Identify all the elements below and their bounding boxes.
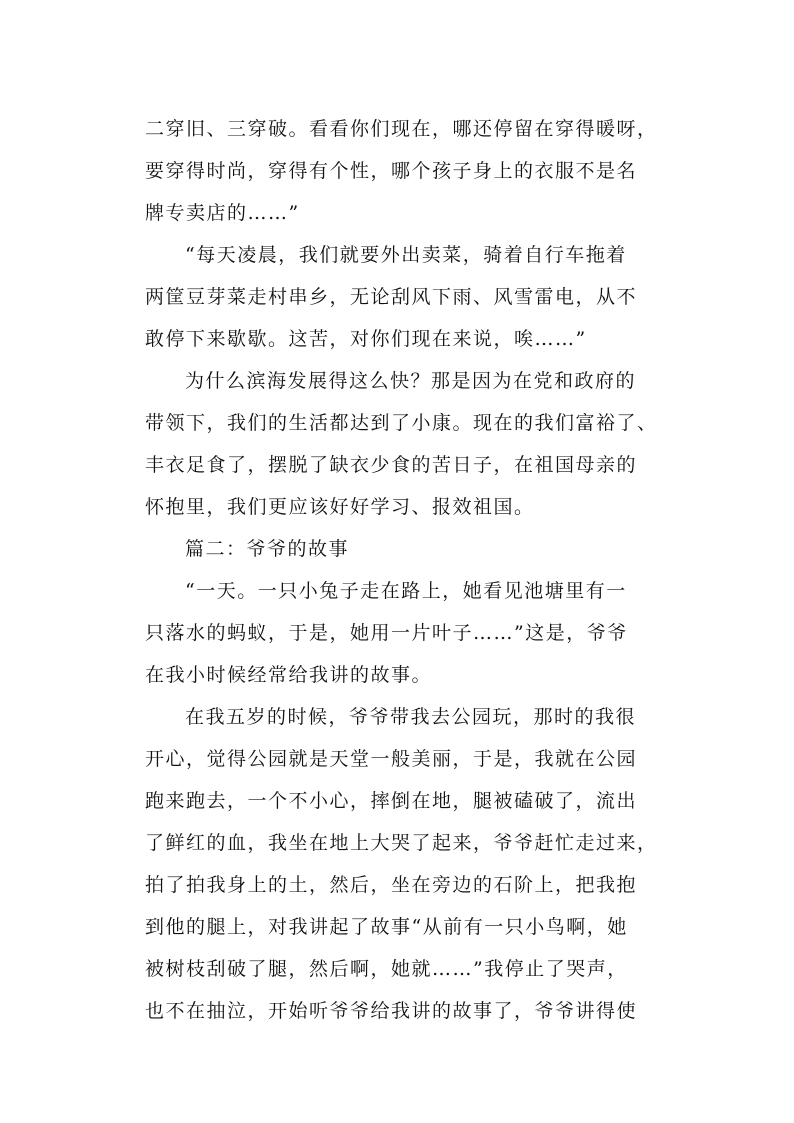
text-line: 到他的腿上，对我讲起了故事“从前有一只小鸟啊，她 [145,916,628,938]
text-line: 要穿得时尚，穿得有个性，哪个孩子身上的衣服不是名 [145,160,638,182]
paragraph [145,360,665,528]
text-line: 两筐豆芽菜走村串乡，无论刮风下雨、风雪雷电，从不 [145,286,638,308]
text-line: 在我小时候经常给我讲的故事。 [145,664,433,686]
paragraph [145,108,665,234]
text-line: 了鲜红的血，我坐在地上大哭了起来，爷爷赶忙走过来， [145,832,658,854]
text-line: 只落水的蚂蚁，于是，她用一片叶子……”这是，爷爷 [145,622,628,644]
text-line: 拍了拍我身上的土，然后，坐在旁边的石阶上，把我抱 [145,874,638,896]
section-heading [145,528,665,570]
document-body [145,108,665,1032]
text-line: 二穿旧、三穿破。看看你们现在，哪还停留在穿得暖呀， [145,118,658,140]
text-line: 跑来跑去，一个不小心，摔倒在地，腿被磕破了，流出 [145,790,638,812]
text-line: 也不在抽泣，开始听爷爷给我讲的故事了，爷爷讲得使 [145,1000,638,1022]
text-line: “一天。一只小兔子走在路上，她看见池塘里有一 [185,580,627,602]
text-line: 敢停下来歇歇。这苦，对你们现在来说，唉……” [145,328,587,350]
paragraph [145,570,665,696]
text-line: 带领下，我们的生活都达到了小康。现在的我们富裕了、 [145,412,658,434]
text-line: 开心，觉得公园就是天堂一般美丽，于是，我就在公园 [145,748,638,770]
text-line: 在我五岁的时候，爷爷带我去公园玩，那时的我很 [185,706,637,728]
text-line: 被树枝刮破了腿，然后啊，她就……”我停止了哭声， [145,958,628,980]
text-line: “每天凌晨，我们就要外出卖菜，骑着自行车拖着 [185,244,627,266]
text-line: 牌专卖店的……” [145,202,300,224]
text-line: 篇二：爷爷的故事 [185,538,350,560]
text-line: 为什么滨海发展得这么快？那是因为在党和政府的 [185,370,637,392]
text-line: 丰衣足食了，摆脱了缺衣少食的苦日子，在祖国母亲的 [145,454,638,476]
paragraph [145,234,665,360]
text-line: 怀抱里，我们更应该好好学习、报效祖国。 [145,496,535,518]
paragraph [145,696,665,1032]
